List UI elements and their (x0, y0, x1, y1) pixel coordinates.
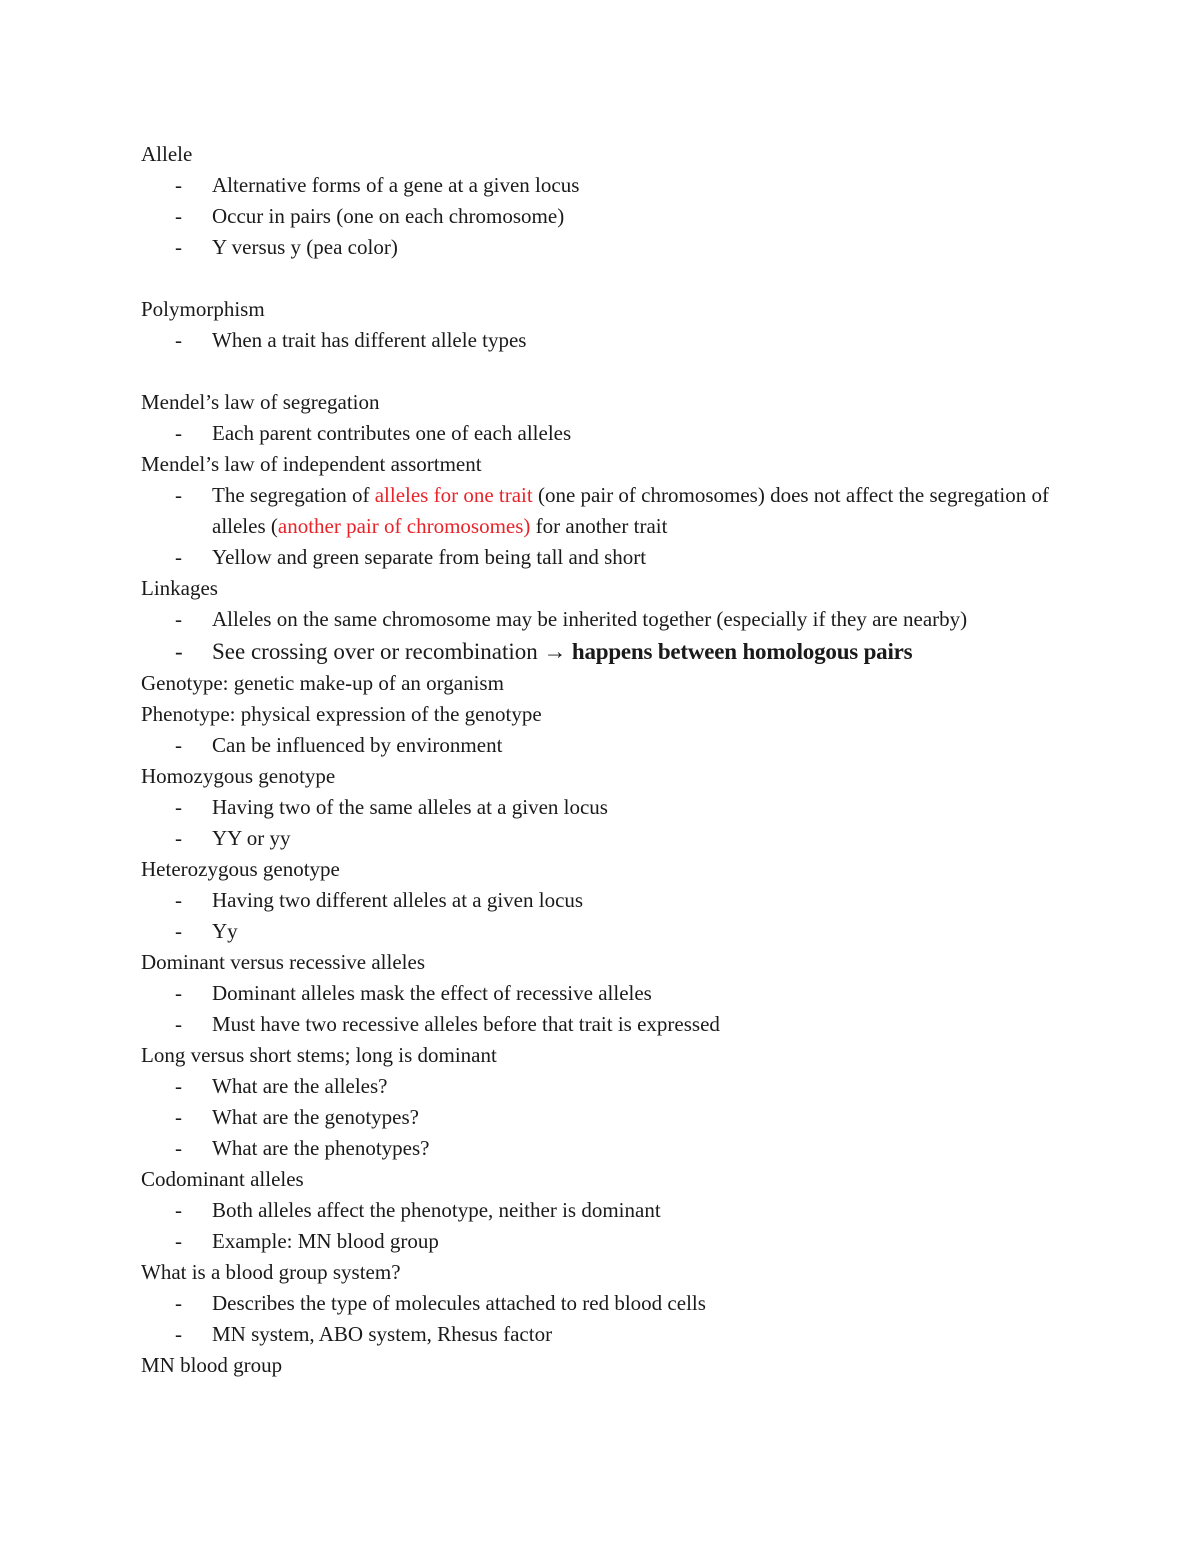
dash-marker: - (175, 204, 182, 228)
heading-dominant-recessive: Dominant versus recessive alleles (141, 950, 425, 974)
bullet-item: - YY or yy (141, 823, 1101, 854)
heading-blood-group-system: What is a blood group system? (141, 1260, 401, 1284)
dash-marker: - (175, 795, 182, 819)
dash-marker: - (175, 1136, 182, 1160)
dash-marker: - (175, 607, 182, 631)
dash-marker: - (175, 1291, 182, 1315)
heading-linkages: Linkages (141, 576, 218, 600)
dash-marker: - (175, 1105, 182, 1129)
heading-independent-assortment: Mendel’s law of independent assortment (141, 452, 482, 476)
dash-marker: - (175, 1322, 182, 1346)
bullet-item: - When a trait has different allele types (141, 325, 1101, 356)
bullet-item-crossing-over: - See crossing over or recombination → happens between homologous pairs (141, 635, 1101, 668)
bullet-item: - Describes the type of molecules attached to red blood cells (141, 1288, 1101, 1319)
dash-marker: - (175, 235, 182, 259)
document-body (141, 139, 1101, 1381)
bullet-item: - Example: MN blood group (141, 1226, 1101, 1257)
heading-long-short-stems: Long versus short stems; long is dominant (141, 1043, 497, 1067)
bullet-item: - Dominant alleles mask the effect of recessive alleles (141, 978, 1101, 1009)
highlight-red-text: alleles for one trait (374, 483, 533, 507)
dash-marker: - (175, 981, 182, 1005)
highlight-red-text: another pair of chromosomes) (277, 514, 531, 538)
dash-marker: - (175, 1074, 182, 1098)
bullet-item: - Occur in pairs (one on each chromosome) (141, 201, 1101, 232)
bullet-item: - Having two different alleles at a given locus (141, 885, 1101, 916)
heading-genotype: Genotype: genetic make-up of an organism (141, 671, 504, 695)
heading-allele: Allele (141, 142, 193, 166)
bullet-item-segregation: - The segregation of alleles for one trait (one pair of chromosomes) does not affect the segregation of alleles (another pair of chromosomes) for another trait (141, 480, 1082, 542)
heading-polymorphism: Polymorphism (141, 297, 265, 321)
dash-marker: - (175, 733, 182, 757)
bullet-item: - Y versus y (pea color) (141, 232, 1101, 263)
heading-phenotype: Phenotype: physical expression of the genotype (141, 702, 542, 726)
heading-mn-blood-group: MN blood group (141, 1353, 283, 1377)
bold-text: → happens between homologous pairs (543, 639, 913, 664)
heading-heterozygous: Heterozygous genotype (141, 857, 340, 881)
bullet-item: - What are the genotypes? (141, 1102, 1101, 1133)
heading-homozygous: Homozygous genotype (141, 764, 336, 788)
blank-line (141, 263, 1101, 294)
dash-marker: - (175, 545, 182, 569)
dash-marker: - (175, 639, 183, 664)
bullet-item: - What are the phenotypes? (141, 1133, 1101, 1164)
bullet-item: - Each parent contributes one of each alleles (141, 418, 1101, 449)
dash-marker: - (175, 1229, 182, 1253)
bullet-item: - Yellow and green separate from being tall and short (141, 542, 1101, 573)
bullet-item: - Yy (141, 916, 1101, 947)
dash-marker: - (175, 421, 182, 445)
dash-marker: - (175, 826, 182, 850)
bullet-item: - Alleles on the same chromosome may be inherited together (especially if they are nearby) (141, 604, 1101, 635)
dash-marker: - (175, 173, 182, 197)
dash-marker: - (175, 1198, 182, 1222)
heading-law-of-segregation: Mendel’s law of segregation (141, 390, 380, 414)
dash-marker: - (175, 328, 182, 352)
heading-codominant: Codominant alleles (141, 1167, 304, 1191)
bullet-item: - What are the alleles? (141, 1071, 1101, 1102)
dash-marker: - (175, 919, 182, 943)
dash-marker: - (175, 483, 182, 507)
blank-line (141, 356, 1101, 387)
dash-marker: - (175, 888, 182, 912)
bullet-item: - Can be influenced by environment (141, 730, 1101, 761)
bullet-item: - Must have two recessive alleles before that trait is expressed (141, 1009, 1101, 1040)
bullet-item: - Alternative forms of a gene at a given locus (141, 170, 1101, 201)
bullet-item: - MN system, ABO system, Rhesus factor (141, 1319, 1101, 1350)
bullet-item: - Having two of the same alleles at a given locus (141, 792, 1101, 823)
dash-marker: - (175, 1012, 182, 1036)
bullet-item: - Both alleles affect the phenotype, neither is dominant (141, 1195, 1101, 1226)
